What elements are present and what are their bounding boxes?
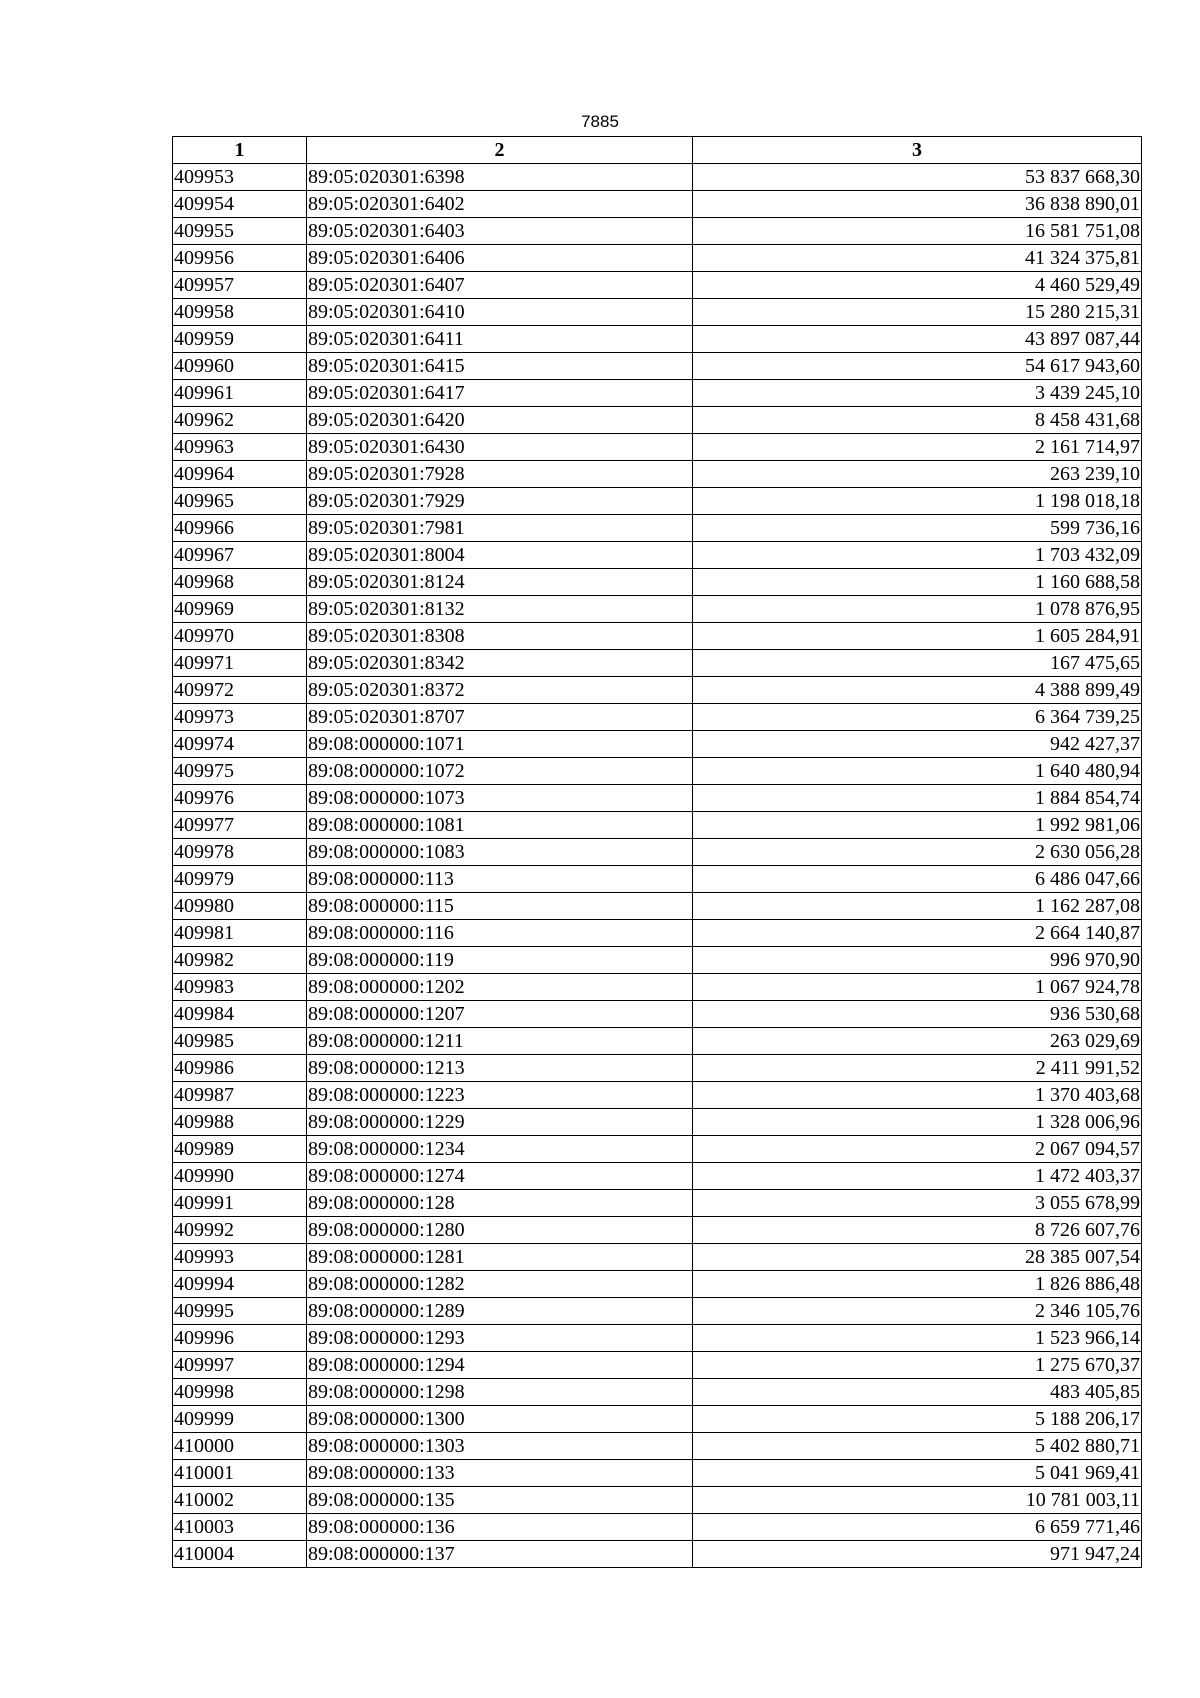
table-row: [173, 515, 1142, 542]
table-row: [173, 218, 1142, 245]
row-number-cell: 409994: [173, 1271, 307, 1298]
cadastral-value-cell: 1 370 403,68: [693, 1082, 1142, 1109]
row-number-cell: 409966: [173, 515, 307, 542]
table-row: [173, 866, 1142, 893]
table-row: [173, 326, 1142, 353]
row-number-cell: 409975: [173, 758, 307, 785]
cadastral-number-cell: 89:05:020301:7928: [307, 461, 693, 488]
table-row: [173, 1460, 1142, 1487]
table-row: [173, 1298, 1142, 1325]
cadastral-number-cell: 89:08:000000:133: [307, 1460, 693, 1487]
cadastral-value-cell: 8 726 607,76: [693, 1217, 1142, 1244]
cadastral-value-cell: 53 837 668,30: [693, 164, 1142, 191]
cadastral-value-cell: 942 427,37: [693, 731, 1142, 758]
cadastral-value-cell: 2 411 991,52: [693, 1055, 1142, 1082]
row-number-cell: 409964: [173, 461, 307, 488]
row-number-cell: 409992: [173, 1217, 307, 1244]
cadastral-value-cell: 4 460 529,49: [693, 272, 1142, 299]
row-number-cell: 409983: [173, 974, 307, 1001]
cadastral-number-cell: 89:08:000000:1293: [307, 1325, 693, 1352]
cadastral-value-cell: 971 947,24: [693, 1541, 1142, 1568]
table-row: [173, 1163, 1142, 1190]
cadastral-value-table: [172, 136, 1142, 1568]
cadastral-number-cell: 89:05:020301:6410: [307, 299, 693, 326]
cadastral-number-cell: 89:05:020301:8004: [307, 542, 693, 569]
row-number-cell: 409953: [173, 164, 307, 191]
cadastral-value-cell: 5 041 969,41: [693, 1460, 1142, 1487]
cadastral-number-cell: 89:08:000000:1281: [307, 1244, 693, 1271]
row-number-cell: 409990: [173, 1163, 307, 1190]
cadastral-number-cell: 89:08:000000:1234: [307, 1136, 693, 1163]
row-number-cell: 409981: [173, 920, 307, 947]
cadastral-value-cell: 3 439 245,10: [693, 380, 1142, 407]
cadastral-number-cell: 89:05:020301:6430: [307, 434, 693, 461]
cadastral-number-cell: 89:05:020301:8308: [307, 623, 693, 650]
cadastral-value-cell: 3 055 678,99: [693, 1190, 1142, 1217]
row-number-cell: 410001: [173, 1460, 307, 1487]
cadastral-number-cell: 89:08:000000:135: [307, 1487, 693, 1514]
cadastral-number-cell: 89:05:020301:6415: [307, 353, 693, 380]
row-number-cell: 409998: [173, 1379, 307, 1406]
cadastral-number-cell: 89:08:000000:1298: [307, 1379, 693, 1406]
row-number-cell: 409958: [173, 299, 307, 326]
row-number-cell: 409984: [173, 1001, 307, 1028]
row-number-cell: 409971: [173, 650, 307, 677]
row-number-cell: 409972: [173, 677, 307, 704]
table-row: [173, 812, 1142, 839]
cadastral-number-cell: 89:08:000000:1289: [307, 1298, 693, 1325]
cadastral-value-cell: 10 781 003,11: [693, 1487, 1142, 1514]
cadastral-number-cell: 89:08:000000:1282: [307, 1271, 693, 1298]
cadastral-value-cell: 2 664 140,87: [693, 920, 1142, 947]
cadastral-number-cell: 89:08:000000:1081: [307, 812, 693, 839]
column-header-1: 1: [173, 137, 307, 164]
cadastral-value-cell: 936 530,68: [693, 1001, 1142, 1028]
table-row: [173, 1244, 1142, 1271]
page-number: 7885: [581, 112, 619, 131]
table-row: [173, 893, 1142, 920]
cadastral-value-cell: 263 239,10: [693, 461, 1142, 488]
table-row: [173, 1082, 1142, 1109]
row-number-cell: 409955: [173, 218, 307, 245]
row-number-cell: 409985: [173, 1028, 307, 1055]
row-number-cell: 410002: [173, 1487, 307, 1514]
table-row: [173, 1514, 1142, 1541]
table-row: [173, 1055, 1142, 1082]
row-number-cell: 409973: [173, 704, 307, 731]
row-number-cell: 409970: [173, 623, 307, 650]
row-number-cell: 409997: [173, 1352, 307, 1379]
cadastral-number-cell: 89:08:000000:115: [307, 893, 693, 920]
table-row: [173, 974, 1142, 1001]
cadastral-value-cell: 1 160 688,58: [693, 569, 1142, 596]
cadastral-number-cell: 89:08:000000:1213: [307, 1055, 693, 1082]
table-row: [173, 704, 1142, 731]
row-number-cell: 409995: [173, 1298, 307, 1325]
cadastral-number-cell: 89:05:020301:6402: [307, 191, 693, 218]
row-number-cell: 409963: [173, 434, 307, 461]
cadastral-value-cell: 1 198 018,18: [693, 488, 1142, 515]
cadastral-value-cell: 1 078 876,95: [693, 596, 1142, 623]
table-row: [173, 1325, 1142, 1352]
table-row: [173, 1379, 1142, 1406]
row-number-cell: 409959: [173, 326, 307, 353]
cadastral-number-cell: 89:05:020301:8342: [307, 650, 693, 677]
table-row: [173, 785, 1142, 812]
cadastral-number-cell: 89:05:020301:6407: [307, 272, 693, 299]
cadastral-value-cell: 1 472 403,37: [693, 1163, 1142, 1190]
row-number-cell: 409965: [173, 488, 307, 515]
table-row: [173, 1271, 1142, 1298]
row-number-cell: 409967: [173, 542, 307, 569]
table-row: [173, 245, 1142, 272]
row-number-cell: 409987: [173, 1082, 307, 1109]
row-number-cell: 409977: [173, 812, 307, 839]
cadastral-value-cell: 1 523 966,14: [693, 1325, 1142, 1352]
cadastral-number-cell: 89:05:020301:6403: [307, 218, 693, 245]
table-body: [173, 164, 1142, 1568]
cadastral-number-cell: 89:08:000000:116: [307, 920, 693, 947]
cadastral-number-cell: 89:05:020301:6417: [307, 380, 693, 407]
cadastral-value-cell: 1 826 886,48: [693, 1271, 1142, 1298]
cadastral-value-cell: 15 280 215,31: [693, 299, 1142, 326]
table-row: [173, 650, 1142, 677]
cadastral-value-cell: 6 486 047,66: [693, 866, 1142, 893]
cadastral-value-cell: 1 328 006,96: [693, 1109, 1142, 1136]
cadastral-value-cell: 36 838 890,01: [693, 191, 1142, 218]
cadastral-number-cell: 89:08:000000:136: [307, 1514, 693, 1541]
row-number-cell: 409993: [173, 1244, 307, 1271]
cadastral-value-cell: 1 275 670,37: [693, 1352, 1142, 1379]
cadastral-number-cell: 89:05:020301:6406: [307, 245, 693, 272]
cadastral-number-cell: 89:08:000000:137: [307, 1541, 693, 1568]
cadastral-value-cell: 996 970,90: [693, 947, 1142, 974]
row-number-cell: 409980: [173, 893, 307, 920]
table-row: [173, 1406, 1142, 1433]
row-number-cell: 409988: [173, 1109, 307, 1136]
row-number-cell: 409996: [173, 1325, 307, 1352]
cadastral-value-cell: 5 402 880,71: [693, 1433, 1142, 1460]
table-row: [173, 947, 1142, 974]
cadastral-number-cell: 89:08:000000:119: [307, 947, 693, 974]
cadastral-value-cell: 4 388 899,49: [693, 677, 1142, 704]
row-number-cell: 409961: [173, 380, 307, 407]
table-row: [173, 1433, 1142, 1460]
cadastral-number-cell: 89:08:000000:1223: [307, 1082, 693, 1109]
cadastral-value-cell: 28 385 007,54: [693, 1244, 1142, 1271]
cadastral-value-cell: 167 475,65: [693, 650, 1142, 677]
table-row: [173, 191, 1142, 218]
cadastral-value-cell: 2 067 094,57: [693, 1136, 1142, 1163]
cadastral-number-cell: 89:05:020301:8132: [307, 596, 693, 623]
cadastral-value-cell: 2 161 714,97: [693, 434, 1142, 461]
row-number-cell: 409968: [173, 569, 307, 596]
cadastral-number-cell: 89:08:000000:1073: [307, 785, 693, 812]
cadastral-number-cell: 89:08:000000:113: [307, 866, 693, 893]
table-row: [173, 569, 1142, 596]
cadastral-number-cell: 89:05:020301:7981: [307, 515, 693, 542]
cadastral-value-cell: 54 617 943,60: [693, 353, 1142, 380]
column-header-2: 2: [307, 137, 693, 164]
cadastral-value-cell: 43 897 087,44: [693, 326, 1142, 353]
row-number-cell: 409974: [173, 731, 307, 758]
row-number-cell: 409979: [173, 866, 307, 893]
table-row: [173, 434, 1142, 461]
cadastral-value-cell: 1 992 981,06: [693, 812, 1142, 839]
row-number-cell: 409960: [173, 353, 307, 380]
cadastral-value-cell: 41 324 375,81: [693, 245, 1142, 272]
row-number-cell: 409991: [173, 1190, 307, 1217]
table-row: [173, 1190, 1142, 1217]
table-row: [173, 353, 1142, 380]
table-row: [173, 1136, 1142, 1163]
table-row: [173, 1352, 1142, 1379]
table-row: [173, 407, 1142, 434]
cadastral-number-cell: 89:05:020301:6420: [307, 407, 693, 434]
row-number-cell: 409976: [173, 785, 307, 812]
cadastral-number-cell: 89:08:000000:1207: [307, 1001, 693, 1028]
row-number-cell: 409978: [173, 839, 307, 866]
row-number-cell: 409982: [173, 947, 307, 974]
cadastral-value-cell: 5 188 206,17: [693, 1406, 1142, 1433]
table-row: [173, 1217, 1142, 1244]
cadastral-value-cell: 1 640 480,94: [693, 758, 1142, 785]
cadastral-value-cell: 1 162 287,08: [693, 893, 1142, 920]
cadastral-value-cell: 1 605 284,91: [693, 623, 1142, 650]
cadastral-value-cell: 599 736,16: [693, 515, 1142, 542]
cadastral-number-cell: 89:08:000000:1303: [307, 1433, 693, 1460]
table-row: [173, 299, 1142, 326]
cadastral-number-cell: 89:05:020301:8372: [307, 677, 693, 704]
cadastral-value-cell: 1 703 432,09: [693, 542, 1142, 569]
row-number-cell: 409986: [173, 1055, 307, 1082]
row-number-cell: 410000: [173, 1433, 307, 1460]
cadastral-number-cell: 89:08:000000:128: [307, 1190, 693, 1217]
table-row: [173, 920, 1142, 947]
cadastral-value-cell: 2 346 105,76: [693, 1298, 1142, 1325]
row-number-cell: 410003: [173, 1514, 307, 1541]
table-row: [173, 1028, 1142, 1055]
cadastral-number-cell: 89:05:020301:6398: [307, 164, 693, 191]
cadastral-value-cell: 8 458 431,68: [693, 407, 1142, 434]
cadastral-number-cell: 89:08:000000:1229: [307, 1109, 693, 1136]
cadastral-number-cell: 89:08:000000:1072: [307, 758, 693, 785]
column-header-3: 3: [693, 137, 1142, 164]
row-number-cell: 409962: [173, 407, 307, 434]
table-row: [173, 1487, 1142, 1514]
cadastral-number-cell: 89:08:000000:1083: [307, 839, 693, 866]
cadastral-value-cell: 483 405,85: [693, 1379, 1142, 1406]
table-row: [173, 758, 1142, 785]
cadastral-value-cell: 6 659 771,46: [693, 1514, 1142, 1541]
table-row: [173, 623, 1142, 650]
cadastral-number-cell: 89:05:020301:8707: [307, 704, 693, 731]
cadastral-value-cell: 6 364 739,25: [693, 704, 1142, 731]
table-row: [173, 677, 1142, 704]
row-number-cell: 410004: [173, 1541, 307, 1568]
table-header-row: [173, 137, 1142, 164]
cadastral-value-cell: 2 630 056,28: [693, 839, 1142, 866]
table-row: [173, 461, 1142, 488]
table-row: [173, 164, 1142, 191]
row-number-cell: 409956: [173, 245, 307, 272]
table-row: [173, 488, 1142, 515]
row-number-cell: 409989: [173, 1136, 307, 1163]
cadastral-number-cell: 89:08:000000:1274: [307, 1163, 693, 1190]
row-number-cell: 409957: [173, 272, 307, 299]
cadastral-number-cell: 89:05:020301:8124: [307, 569, 693, 596]
row-number-cell: 409999: [173, 1406, 307, 1433]
row-number-cell: 409954: [173, 191, 307, 218]
cadastral-value-cell: 1 884 854,74: [693, 785, 1142, 812]
table-row: [173, 839, 1142, 866]
cadastral-number-cell: 89:08:000000:1300: [307, 1406, 693, 1433]
cadastral-value-cell: 1 067 924,78: [693, 974, 1142, 1001]
cadastral-number-cell: 89:08:000000:1071: [307, 731, 693, 758]
cadastral-number-cell: 89:08:000000:1294: [307, 1352, 693, 1379]
table-row: [173, 1541, 1142, 1568]
table-row: [173, 272, 1142, 299]
cadastral-number-cell: 89:08:000000:1211: [307, 1028, 693, 1055]
row-number-cell: 409969: [173, 596, 307, 623]
table-row: [173, 731, 1142, 758]
table-row: [173, 1001, 1142, 1028]
cadastral-number-cell: 89:08:000000:1202: [307, 974, 693, 1001]
cadastral-value-cell: 263 029,69: [693, 1028, 1142, 1055]
table-row: [173, 380, 1142, 407]
table-row: [173, 542, 1142, 569]
cadastral-number-cell: 89:08:000000:1280: [307, 1217, 693, 1244]
cadastral-number-cell: 89:05:020301:7929: [307, 488, 693, 515]
cadastral-number-cell: 89:05:020301:6411: [307, 326, 693, 353]
table-row: [173, 1109, 1142, 1136]
cadastral-value-cell: 16 581 751,08: [693, 218, 1142, 245]
table-row: [173, 596, 1142, 623]
